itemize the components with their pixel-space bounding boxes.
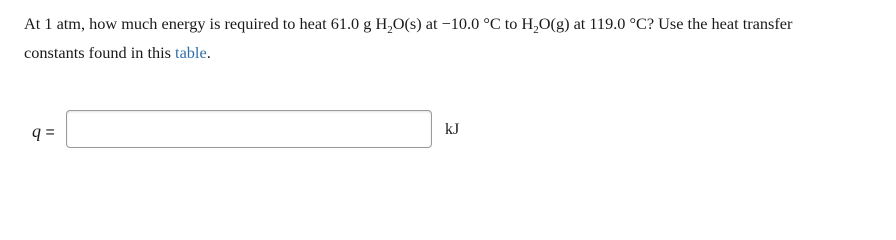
answer-label (32, 121, 55, 142)
question-line-2 (24, 38, 890, 67)
variable-q: q (32, 121, 41, 141)
question-text-segment: O(s) at −10.0 °C to H (392, 14, 534, 33)
question-text-segment: constants found in this (24, 43, 176, 62)
question-text (24, 9, 890, 67)
answer-input[interactable] (66, 110, 432, 148)
table-link[interactable]: table (175, 43, 207, 62)
question-text-segment: At 1 atm, how much energy is required to heat 61.0 g H (24, 14, 388, 33)
question-text-segment: . (206, 43, 211, 62)
subscript: 2 (533, 24, 539, 36)
unit-label: kJ (445, 121, 460, 138)
subscript: 2 (387, 24, 393, 36)
question-text-segment: O(g) at 119.0 °C? Use the heat transfer (538, 14, 793, 33)
question-line-1 (24, 9, 890, 38)
equals-sign: = (41, 124, 55, 141)
